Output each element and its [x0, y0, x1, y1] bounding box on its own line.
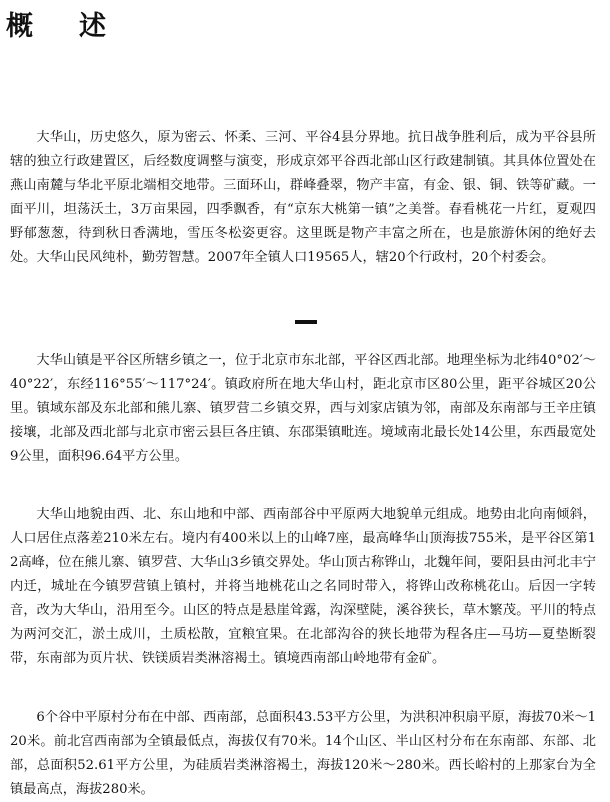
page-title: 概述: [6, 11, 152, 42]
paragraph-location: 大华山镇是平谷区所辖乡镇之一，位于北京市东北部，平谷区西北部。地理坐标为北纬40°02′～40°22′，东经116°55′～117°24′。镇政府所在地大华山村，距北京市区80公里，距平谷城区20公里。镇域东部及东北部和熊儿寨、镇罗营二乡镇交界，西与刘家店镇为邻，南部及东南部与王辛庄镇接壤，北部及西北部与北京市密云县巨各庄镇、东邵渠镇毗连。境域南北最长处14公里，东西最宽处9公里，面积96.64平方公里。: [10, 353, 596, 464]
paragraph-history: 大华山，历史悠久，原为密云、怀柔、三河、平谷4县分界地。抗日战争胜利后，成为平谷县所辖的独立行政建置区，后经数度调整与演变，形成京郊平谷西北部山区行政建制镇。其具体位置处在燕山南麓与华北平原北端相交地带。三面环山，群峰叠翠，物产丰富，有金、银、铜、铁等矿藏。一面平川，坦荡沃土，3万亩果园，四季飘香，有“京东大桃第一镇”之美誉。春看桃花一片红，夏观四野郁葱葱，待到秋日香满地，雪压冬松姿更容。这里既是物产丰富之所在，也是旅游休闲的绝好去处。大华山民风纯朴，勤劳智慧。2007年全镇人口19565人，辖20个行政村，20个村委会。: [10, 130, 596, 265]
paragraph-villages: 6个谷中平原村分布在中部、西南部，总面积43.53平方公里，为洪积冲积扇平原，海拔70米～120米。前北宫西南部为全镇最低点，海拔仅有70米。14个山区、半山区村分布在东南部、东部、北部，总面积52.61平方公里，为硅质岩类淋溶褐土，海拔120米～280米。西长峪村的上那家台为全镇最高点，海拔280米。: [10, 710, 596, 797]
section-mark-one: [295, 320, 317, 324]
paragraph-terrain: 大华山地貌由西、北、东山地和中部、西南部谷中平原两大地貌单元组成。地势由北向南倾斜，人口居住点落差210米左右。境内有400米以上的山峰7座，最高峰华山顶海拔755米，是平谷区第12高峰，位在熊儿寨、镇罗营、大华山3乡镇交界处。华山顶古称铧山，北魏年间，要阳县由河北丰宁内迁，城址在今镇罗营镇上镇村，并将当地桃花山之名同时带入，将铧山改称桃花山。后因一字转音，改为大华山，沿用至今。山区的特点是悬崖耸露，沟深壁陡，溪谷狭长，草木繁茂。平川的特点为两河交汇，淤土成川，土质松散，宜粮宜果。在北部沟谷的狭长地带为程各庄—马坊—夏垫断裂带，东南部为页片状、铁镁质岩类淋溶褐土。镇境西南部山岭地带有金矿。: [10, 507, 596, 666]
